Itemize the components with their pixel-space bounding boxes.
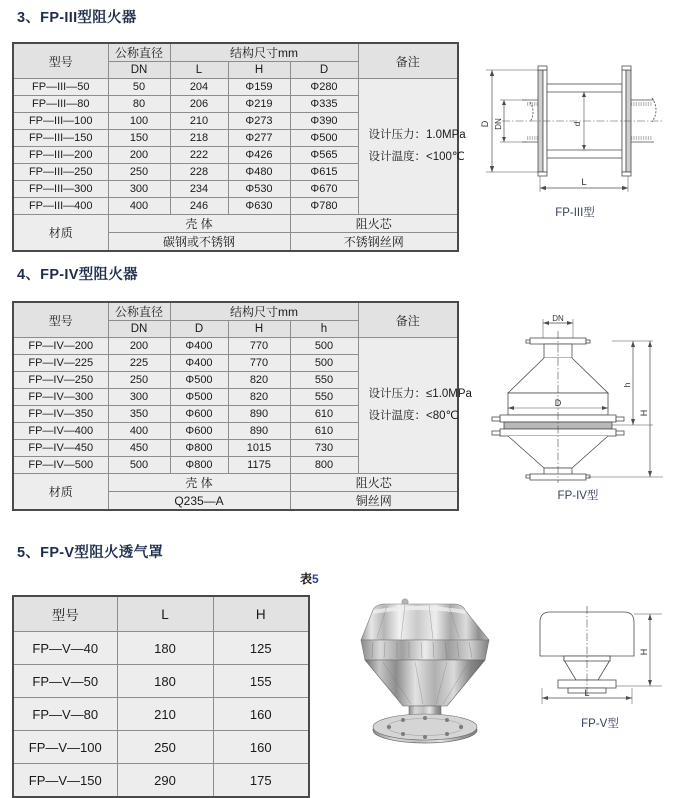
cell-dn: 400 bbox=[108, 198, 170, 215]
th-dn-top: 公称直径 bbox=[108, 43, 170, 62]
cell-l: 290 bbox=[117, 764, 213, 798]
cell-shell-value: Q235—A bbox=[108, 492, 290, 511]
cell-h: 175 bbox=[213, 764, 309, 798]
th-model: 型号 bbox=[13, 596, 117, 632]
drawing-fp3 bbox=[472, 52, 678, 202]
cell-model: FP—III—400 bbox=[13, 198, 108, 215]
cell-l: 250 bbox=[117, 731, 213, 764]
cell-h-small: 550 bbox=[290, 372, 358, 389]
cell-dn: 450 bbox=[108, 440, 170, 457]
cell-model: FP—III—200 bbox=[13, 147, 108, 164]
table-row-material-head bbox=[13, 215, 458, 233]
th-sub-d: D bbox=[290, 62, 358, 79]
table-fp3 bbox=[12, 42, 466, 252]
cell-dn: 300 bbox=[108, 389, 170, 406]
table-row bbox=[13, 731, 309, 764]
cell-h: 160 bbox=[213, 731, 309, 764]
cell-model: FP—V—80 bbox=[13, 698, 117, 731]
th-dims: 结构尺寸mm bbox=[170, 302, 358, 321]
drawing-fp5 bbox=[520, 598, 680, 728]
cell-shell-value: 碳钢或不锈钢 bbox=[108, 233, 290, 252]
cell-h: 820 bbox=[228, 372, 290, 389]
cell-model: FP—IV—400 bbox=[13, 423, 108, 440]
cell-h: Φ277 bbox=[228, 130, 290, 147]
section-heading-fp3: 3、FP-III型阻火器 bbox=[17, 10, 137, 26]
dim-label-l: L bbox=[584, 688, 590, 698]
cell-d: Φ780 bbox=[290, 198, 358, 215]
cell-dn: 300 bbox=[108, 181, 170, 198]
cell-h-small: 730 bbox=[290, 440, 358, 457]
cell-l: 222 bbox=[170, 147, 228, 164]
cell-h: 125 bbox=[213, 632, 309, 665]
table-row-header bbox=[13, 43, 458, 62]
cell-shell-head: 壳 体 bbox=[108, 474, 290, 492]
cell-model: FP—III—300 bbox=[13, 181, 108, 198]
table-row bbox=[13, 632, 309, 665]
cell-h: Φ219 bbox=[228, 96, 290, 113]
cell-l: 180 bbox=[117, 665, 213, 698]
table-row-header bbox=[13, 596, 309, 632]
cell-d: Φ500 bbox=[170, 389, 228, 406]
cell-dn: 250 bbox=[108, 164, 170, 181]
th-sub-h: H bbox=[228, 62, 290, 79]
th-dn-bottom: DN bbox=[108, 321, 170, 338]
cell-h-small: 500 bbox=[290, 338, 358, 355]
th-sub-l: L bbox=[170, 62, 228, 79]
remark-line-pressure: 设计压力：1.0MPa bbox=[368, 129, 466, 142]
cell-model: FP—IV—450 bbox=[13, 440, 108, 457]
cell-h-small: 500 bbox=[290, 355, 358, 372]
th-dims: 结构尺寸mm bbox=[170, 43, 358, 62]
dim-label-h-big: H bbox=[639, 409, 649, 417]
cell-remark bbox=[358, 338, 472, 474]
cell-model: FP—IV—225 bbox=[13, 355, 108, 372]
table-row-material-head bbox=[13, 474, 458, 492]
cell-remark bbox=[358, 79, 466, 215]
cell-l: 204 bbox=[170, 79, 228, 96]
dim-label-dn: DN bbox=[552, 314, 564, 323]
cell-dn: 50 bbox=[108, 79, 170, 96]
cell-h: Φ480 bbox=[228, 164, 290, 181]
cell-h: 770 bbox=[228, 338, 290, 355]
cell-model: FP—V—50 bbox=[13, 665, 117, 698]
cell-d: Φ670 bbox=[290, 181, 358, 198]
section-heading-fp5: 5、FP-V型阻火透气罩 bbox=[17, 545, 164, 561]
cell-l: 234 bbox=[170, 181, 228, 198]
remark-line-temperature: 设计温度：<80℃ bbox=[368, 409, 459, 422]
cell-h-small: 610 bbox=[290, 423, 358, 440]
table-fp4 bbox=[12, 301, 472, 511]
cell-l: 210 bbox=[117, 698, 213, 731]
cell-model: FP—IV—500 bbox=[13, 457, 108, 474]
cell-material-label: 材质 bbox=[13, 474, 108, 511]
cell-h: 890 bbox=[228, 423, 290, 440]
cell-d: Φ500 bbox=[170, 372, 228, 389]
cell-dn: 250 bbox=[108, 372, 170, 389]
cell-model: FP—III—250 bbox=[13, 164, 108, 181]
cell-h: 890 bbox=[228, 406, 290, 423]
cell-h: Φ159 bbox=[228, 79, 290, 96]
section-heading-fp4: 4、FP-IV型阻火器 bbox=[17, 267, 138, 283]
cell-h: 1015 bbox=[228, 440, 290, 457]
cell-model: FP—V—150 bbox=[13, 764, 117, 798]
th-remark: 备注 bbox=[358, 302, 458, 338]
cell-dn: 200 bbox=[108, 147, 170, 164]
cell-h: Φ273 bbox=[228, 113, 290, 130]
cell-l: 210 bbox=[170, 113, 228, 130]
cell-model: FP—III—150 bbox=[13, 130, 108, 147]
cell-h: Φ630 bbox=[228, 198, 290, 215]
cell-h: 770 bbox=[228, 355, 290, 372]
cell-l: 180 bbox=[117, 632, 213, 665]
th-sub-h: H bbox=[228, 321, 290, 338]
cell-d: Φ390 bbox=[290, 113, 358, 130]
table-row bbox=[13, 764, 309, 798]
th-model: 型号 bbox=[13, 43, 108, 79]
cell-dn: 100 bbox=[108, 113, 170, 130]
remark-line-pressure: 设计压力：≤1.0MPa bbox=[368, 388, 472, 401]
th-remark: 备注 bbox=[358, 43, 458, 79]
caption-prefix: 表 bbox=[300, 572, 313, 586]
cell-dn: 225 bbox=[108, 355, 170, 372]
th-sub-d: D bbox=[170, 321, 228, 338]
cell-h-small: 610 bbox=[290, 406, 358, 423]
cell-model: FP—V—100 bbox=[13, 731, 117, 764]
cell-h: 820 bbox=[228, 389, 290, 406]
cell-d: Φ600 bbox=[170, 423, 228, 440]
cell-d: Φ800 bbox=[170, 440, 228, 457]
cell-h-small: 550 bbox=[290, 389, 358, 406]
th-dn-top: 公称直径 bbox=[108, 302, 170, 321]
dim-label-h: H bbox=[639, 648, 649, 656]
product-photo-fp5 bbox=[343, 592, 515, 755]
table-fp5 bbox=[12, 595, 310, 798]
table-row-header bbox=[13, 302, 458, 321]
remark-line-temperature: 设计温度：<100℃ bbox=[368, 150, 465, 163]
dim-label-d: D bbox=[554, 398, 562, 408]
th-dn-bottom: DN bbox=[108, 62, 170, 79]
dim-label-h-small: h bbox=[622, 382, 632, 388]
cell-d: Φ400 bbox=[170, 338, 228, 355]
cell-core-head: 阻火芯 bbox=[290, 215, 458, 233]
caption-number: 5 bbox=[312, 572, 319, 586]
table-row bbox=[13, 79, 458, 96]
cell-l: 246 bbox=[170, 198, 228, 215]
table-caption-5 bbox=[300, 570, 319, 587]
dim-label-l: L bbox=[581, 177, 587, 188]
cell-h-small: 800 bbox=[290, 457, 358, 474]
cell-l: 228 bbox=[170, 164, 228, 181]
cell-h: Φ426 bbox=[228, 147, 290, 164]
th-l: L bbox=[117, 596, 213, 632]
cell-l: 206 bbox=[170, 96, 228, 113]
cell-model: FP—III—80 bbox=[13, 96, 108, 113]
cell-shell-head: 壳 体 bbox=[108, 215, 290, 233]
cell-d: Φ600 bbox=[170, 406, 228, 423]
cell-h: 1175 bbox=[228, 457, 290, 474]
dim-label-d-outer: D bbox=[480, 120, 490, 128]
cell-model: FP—V—40 bbox=[13, 632, 117, 665]
cell-dn: 400 bbox=[108, 423, 170, 440]
drawing-caption-fp3: FP-III型 bbox=[555, 207, 595, 219]
drawing-caption-fp5: FP-V型 bbox=[581, 718, 619, 730]
cell-l: 218 bbox=[170, 130, 228, 147]
cell-model: FP—IV—250 bbox=[13, 372, 108, 389]
dim-label-d-inner: d bbox=[572, 121, 582, 127]
cell-core-head: 阻火芯 bbox=[290, 474, 458, 492]
cell-h: 155 bbox=[213, 665, 309, 698]
dim-label-dn: DN bbox=[494, 118, 503, 130]
cell-d: Φ615 bbox=[290, 164, 358, 181]
cell-h: 160 bbox=[213, 698, 309, 731]
drawing-caption-fp4: FP-IV型 bbox=[557, 490, 599, 502]
cell-d: Φ565 bbox=[290, 147, 358, 164]
table-row bbox=[13, 698, 309, 731]
cell-core-value: 不锈钢丝网 bbox=[290, 233, 458, 252]
table-row bbox=[13, 338, 458, 355]
cell-d: Φ400 bbox=[170, 355, 228, 372]
cell-model: FP—III—100 bbox=[13, 113, 108, 130]
th-sub-h-small: h bbox=[290, 321, 358, 338]
cell-d: Φ800 bbox=[170, 457, 228, 474]
cell-d: Φ500 bbox=[290, 130, 358, 147]
th-h: H bbox=[213, 596, 309, 632]
cell-model: FP—IV—350 bbox=[13, 406, 108, 423]
cell-d: Φ280 bbox=[290, 79, 358, 96]
cell-d: Φ335 bbox=[290, 96, 358, 113]
cell-dn: 500 bbox=[108, 457, 170, 474]
cell-dn: 200 bbox=[108, 338, 170, 355]
drawing-fp4 bbox=[478, 305, 678, 485]
cell-dn: 80 bbox=[108, 96, 170, 113]
table-row bbox=[13, 665, 309, 698]
cell-material-label: 材质 bbox=[13, 215, 108, 252]
cell-core-value: 铜丝网 bbox=[290, 492, 458, 511]
cell-model: FP—IV—200 bbox=[13, 338, 108, 355]
cell-model: FP—IV—300 bbox=[13, 389, 108, 406]
cell-model: FP—III—50 bbox=[13, 79, 108, 96]
cell-h: Φ530 bbox=[228, 181, 290, 198]
cell-dn: 150 bbox=[108, 130, 170, 147]
th-model: 型号 bbox=[13, 302, 108, 338]
cell-dn: 350 bbox=[108, 406, 170, 423]
